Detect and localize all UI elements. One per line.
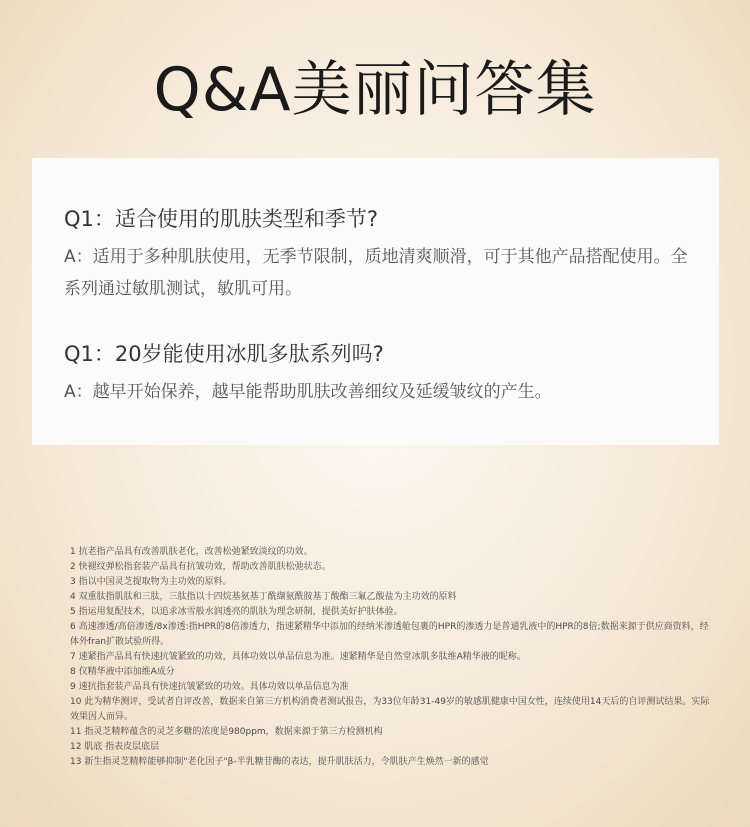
answer-1: A：适用于多种肌肤使用，无季节限制，质地清爽顺滑，可于其他产品搭配使用。全系列通过敏肌测试，敏肌可用。 bbox=[64, 247, 688, 299]
footnote: 3 指以中国灵芝提取物为主功效的原料。 bbox=[70, 577, 232, 587]
question-2: Q1：20岁能使用冰肌多肽系列吗? bbox=[64, 342, 384, 366]
footnote: 6 高速渗透/高倍渗透/8x渗透:指HPR的8倍渗透力，指速紧精华中添加的经纳米渗透舱包裹的HPR的渗透力是普通乳液中的HPR的8倍;数据来源于供应商资料，经体外fran扩散试验所得。 bbox=[70, 622, 709, 647]
footnote: 2 快褪纹弹松指套装产品具有抗皱功效，帮助改善肌肤松弛状态。 bbox=[70, 562, 331, 572]
footnote: 1 抗老指产品具有改善肌肤老化，改善松弛紧致淡纹的功效。 bbox=[70, 547, 313, 557]
footnote: 5 指运用复配技术，以追求冰雪般水润透亮的肌肤为理念研制，提供美好护肤体验。 bbox=[70, 607, 403, 617]
footnote: 4 双重肽指肌肽和三肽，三肽指以十四烷基氨基丁酰缬氨酰胺基丁酸酯三氟乙酸盐为主功效的原料 bbox=[70, 592, 457, 602]
footnote: 10 此为精华测评，受试者自评改善，数据来自第三方机构消费者测试报告，为33位年龄31-49岁的敏感肌健康中国女性，连续使用14天后的自评测试结果。实际效果因人而异。 bbox=[70, 697, 710, 722]
footnotes bbox=[70, 545, 710, 770]
answer-2: A：越早开始保养，越早能帮助肌肤改善细纹及延缓皱纹的产生。 bbox=[64, 382, 552, 402]
qa-item bbox=[64, 203, 699, 305]
footnote: 7 速紧指产品具有快速抗皱紧致的功效，具体功效以单品信息为准。速紧精华是自然堂冰肌多肽维A精华液的昵称。 bbox=[70, 652, 526, 662]
footnote: 13 新生指灵芝精粹能够抑制"老化因子"β-半乳糖苷酶的表达，提升肌肤活力，令肌肤产生焕然一新的感觉 bbox=[70, 757, 489, 767]
footnote: 8 仅精华液中添加维A成分 bbox=[70, 667, 175, 677]
question-1: Q1：适合使用的肌肤类型和季节? bbox=[64, 207, 379, 231]
footnote: 12 肌底 指表皮层底层 bbox=[70, 742, 160, 752]
qa-item bbox=[64, 338, 699, 408]
footnote: 11 指灵芝精粹蕴含的灵芝多糖的浓度是980ppm，数据来源于第三方检测机构 bbox=[70, 727, 383, 737]
footnote: 9 速抗指套装产品具有快速抗皱紧致的功效。具体功效以单品信息为准 bbox=[70, 682, 349, 692]
page-title: Q&A美丽问答集 bbox=[153, 55, 597, 125]
qa-card bbox=[32, 158, 719, 445]
